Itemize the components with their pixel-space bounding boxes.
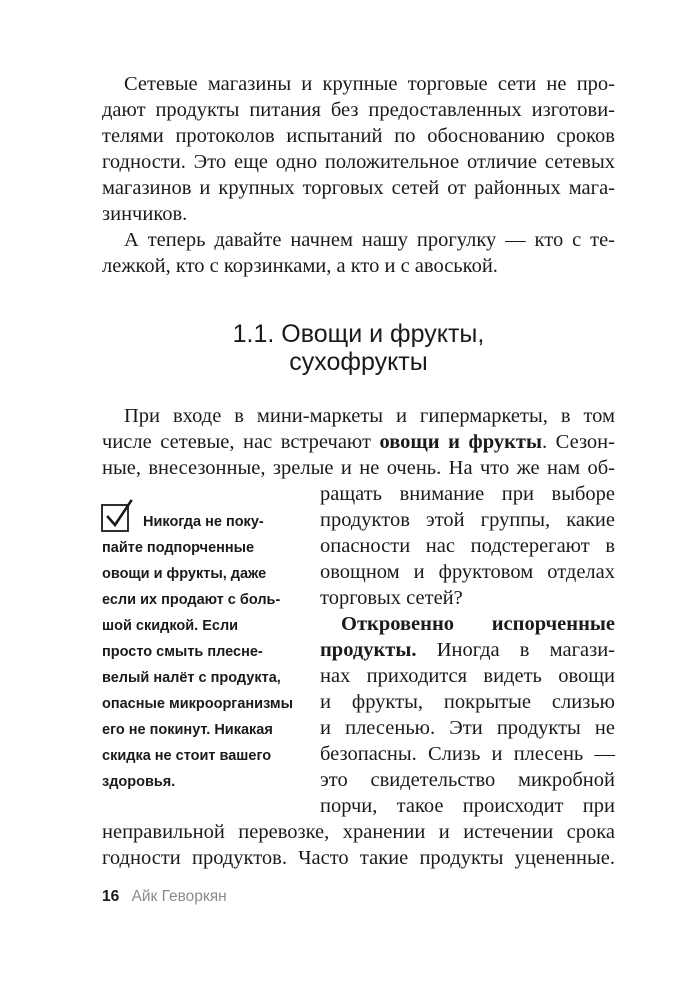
text-line: продуктов этой группы, какие <box>320 509 615 531</box>
tip-line: его не покинут. Никакая <box>102 722 273 738</box>
tip-line: пайте подпорченные <box>102 540 255 556</box>
checkbox-checked-icon <box>100 497 134 533</box>
section-heading-line: 1.1. Овощи и фрукты, <box>232 320 485 348</box>
text-line: годности. Это еще одно положительное отличие сетевых <box>102 151 615 173</box>
tip-line: здоровья. <box>102 774 176 790</box>
text-line: ные, внесезонные, зрелые и не очень. На что же нам об- <box>102 457 615 479</box>
text-line: Сетевые магазины и крупные торговые сети не про- <box>124 73 615 95</box>
tip-line: овощи и фрукты, даже <box>102 566 267 582</box>
text-line: продукты. Иногда в магази- <box>320 639 615 661</box>
text-line: телями протоколов испытаний по обоснованию сроков <box>102 125 615 147</box>
text-line: дают продукты питания без предоставленных изготови- <box>102 99 615 121</box>
text-line: годности продуктов. Часто такие продукты уцененные. <box>102 847 615 869</box>
text-line: и фрукты, покрытые слизью <box>320 691 615 713</box>
tip-line: Никогда не поку- <box>143 514 264 530</box>
text-line: А теперь давайте начнем нашу прогулку — кто с те- <box>124 229 615 251</box>
text-line <box>341 612 615 636</box>
bold-term: Откровенно испорченные <box>341 613 615 635</box>
page-footer <box>102 887 227 907</box>
bold-term: овощи и фрукты <box>379 431 542 453</box>
bold-term: продукты. <box>320 639 417 661</box>
text-line: зинчиков. <box>102 203 188 225</box>
section-heading-line: сухофрукты <box>289 348 428 376</box>
text-line: овощном и фруктовом отделах <box>320 561 615 583</box>
author-name: Айк Геворкян <box>131 888 227 905</box>
page-number: 16 <box>102 888 120 905</box>
tip-line: опасные микроорганизмы <box>102 696 294 712</box>
text-line: опасности нас подстерегают в <box>320 535 615 557</box>
text-line: При входе в мини-маркеты и гипермаркеты, в том <box>124 405 615 427</box>
tip-line: если их продают с боль- <box>102 592 281 608</box>
text-line: магазинов и крупных торговых сетей от районных мага- <box>102 177 615 199</box>
text-line: неправильной перевозке, хранении и истечении срока <box>102 821 615 843</box>
text-line: торговых сетей? <box>320 587 463 609</box>
tip-line: шой скидкой. Если <box>102 618 239 634</box>
text-line: и плесенью. Эти продукты не <box>320 717 615 739</box>
text-line: порчи, такое происходит при <box>320 795 615 817</box>
text-line: лежкой, кто с корзинками, а кто и с авоськой. <box>102 255 498 277</box>
text-line: ращать внимание при выборе <box>320 483 615 505</box>
tip-line: велый налёт с продукта, <box>102 670 281 686</box>
text-line: числе сетевые, нас встречают овощи и фрукты. Сезон- <box>102 431 615 453</box>
tip-line: просто смыть плесне- <box>102 644 263 660</box>
text-line: нах приходится видеть овощи <box>320 665 615 687</box>
text-line: это свидетельство микробной <box>320 769 615 791</box>
tip-line: скидка не стоит вашего <box>102 748 272 764</box>
text-line: безопасны. Слизь и плесень — <box>320 743 615 765</box>
